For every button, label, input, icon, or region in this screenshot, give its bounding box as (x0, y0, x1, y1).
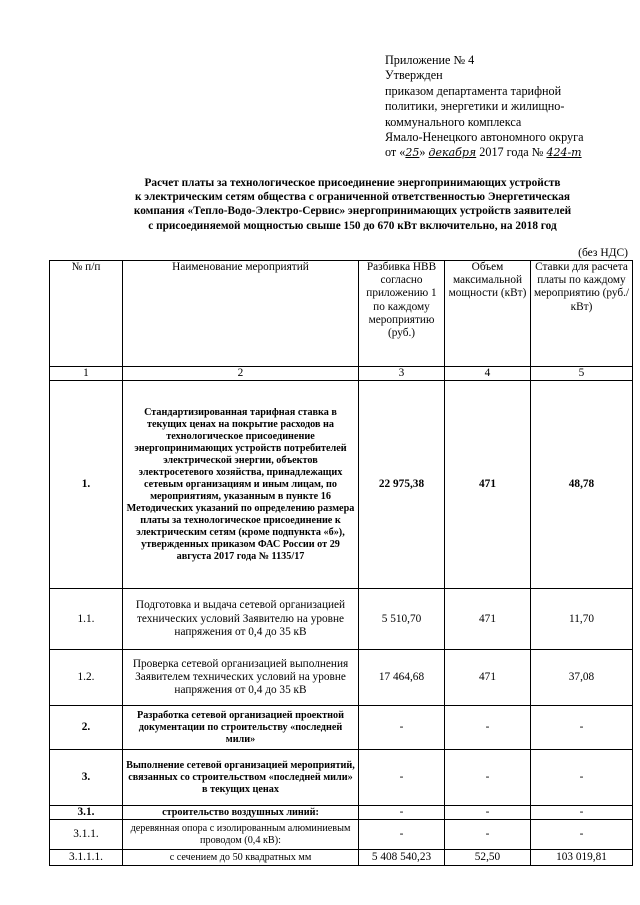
row-num: 3.1.1.1. (50, 850, 123, 866)
date-year: 2017 года № (479, 145, 544, 160)
document-title (60, 176, 640, 233)
header-name: Наименование мероприятий (123, 261, 359, 367)
row-nvv: - (359, 806, 445, 820)
appendix-line: Утвержден (385, 68, 443, 83)
date-mid: » (419, 145, 426, 160)
row-num: 1.2. (50, 650, 123, 706)
appendix-line: Ямало-Ненецкого автономного округа (385, 130, 584, 145)
row-name: строительство воздушных линий: (123, 806, 359, 820)
row-rate: - (531, 706, 633, 750)
header-power: Объем максимальной мощности (кВт) (445, 261, 531, 367)
row-rate: - (531, 750, 633, 806)
appendix-line: Приложение № 4 (385, 53, 475, 67)
row-name: Разработка сетевой организацией проектной документации по строительству «последней мили» (123, 706, 359, 750)
row-rate: - (531, 820, 633, 850)
row-rate: 48,78 (531, 381, 633, 589)
row-name: Стандартизированная тарифная ставка в текущих ценах на покрытие расходов на технологическое присоединение энергопринимающих устройств потребителей электрической энергии, объектов электросетевого хозяйства, принадлежащих сетевым организациям и иным лицам, по мероприятиям, указанным в пункте 16 Методических указаний по определению размера платы за технологическое присоединение к электрическим сетям (кроме подпункта «б»), утвержденных приказом ФАС России от 29 августа 2017 года № 1135/17 (123, 381, 359, 589)
column-number-row (50, 367, 633, 381)
row-nvv: - (359, 820, 445, 850)
header-rate: Ставки для расчета платы по каждому мероприятию (руб./кВт) (531, 261, 633, 367)
row-rate: 103 019,81 (531, 850, 633, 866)
row-num: 3.1.1. (50, 820, 123, 850)
fee-table (49, 260, 633, 866)
table-row (50, 381, 633, 589)
row-nvv: - (359, 750, 445, 806)
row-rate: 37,08 (531, 650, 633, 706)
row-name: с сечением до 50 квадратных мм (123, 850, 359, 866)
row-nvv: - (359, 706, 445, 750)
date-month: декабря (428, 146, 477, 160)
row-power: 471 (445, 650, 531, 706)
row-power: 471 (445, 381, 531, 589)
col-number: 1 (50, 367, 123, 381)
row-rate: - (531, 806, 633, 820)
table-header-row (50, 261, 633, 367)
col-number: 3 (359, 367, 445, 381)
table-row (50, 806, 633, 820)
row-num: 3. (50, 750, 123, 806)
title-line: компания «Тепло-Водо-Электро-Сервис» энергопринимающих устройств заявителей (133, 205, 572, 218)
appendix-line: коммунального комплекса (385, 114, 522, 129)
row-rate: 11,70 (531, 589, 633, 650)
title-line: к электрическим сетям общества с ограниченной ответственностью Энергетическая (134, 191, 571, 204)
table-row (50, 850, 633, 866)
table-row (50, 706, 633, 750)
row-name: деревянная опора с изолированным алюминиевым проводом (0,4 кВ): (123, 820, 359, 850)
row-name: Выполнение сетевой организацией мероприятий, связанных со строительством «последней мили» в текущих ценах (123, 750, 359, 806)
row-num: 2. (50, 706, 123, 750)
row-num: 3.1. (50, 806, 123, 820)
row-nvv: 5 408 540,23 (359, 850, 445, 866)
table-row (50, 650, 633, 706)
row-power: - (445, 750, 531, 806)
header-nvv: Разбивка НВВ согласно приложению 1 по каждому мероприятию (руб.) (359, 261, 445, 367)
row-power: - (445, 706, 531, 750)
row-num: 1. (50, 381, 123, 589)
col-number: 5 (531, 367, 633, 381)
date-prefix: от « (385, 145, 406, 160)
table-row (50, 589, 633, 650)
title-line: Расчет платы за технологическое присоединение энергопринимающих устройств (144, 177, 561, 189)
table-row (50, 820, 633, 850)
vat-note: (без НДС) (578, 247, 628, 259)
row-power: 52,50 (445, 850, 531, 866)
order-number: 424-т (546, 146, 582, 160)
row-nvv: 22 975,38 (359, 381, 445, 589)
approval-date-line (385, 145, 630, 160)
row-power: - (445, 820, 531, 850)
header-num: № п/п (50, 261, 123, 367)
col-number: 2 (123, 367, 359, 381)
row-power: 471 (445, 589, 531, 650)
appendix-line: приказом департамента тарифной (385, 83, 562, 98)
title-line: с присоединяемой мощностью свыше 150 до 670 кВт включительно, на 2018 год (148, 219, 557, 232)
row-power: - (445, 806, 531, 820)
approval-block (385, 53, 630, 161)
row-name: Проверка сетевой организацией выполнения Заявителем технических условий на уровне напряжения от 0,4 до 35 кВ (123, 650, 359, 706)
row-nvv: 17 464,68 (359, 650, 445, 706)
row-nvv: 5 510,70 (359, 589, 445, 650)
row-name: Подготовка и выдача сетевой организацией технических условий Заявителю на уровне напряжения от 0,4 до 35 кВ (123, 589, 359, 650)
row-num: 1.1. (50, 589, 123, 650)
col-number: 4 (445, 367, 531, 381)
date-day: 25 (405, 146, 420, 160)
table-row (50, 750, 633, 806)
appendix-line: политики, энергетики и жилищно- (385, 99, 565, 114)
